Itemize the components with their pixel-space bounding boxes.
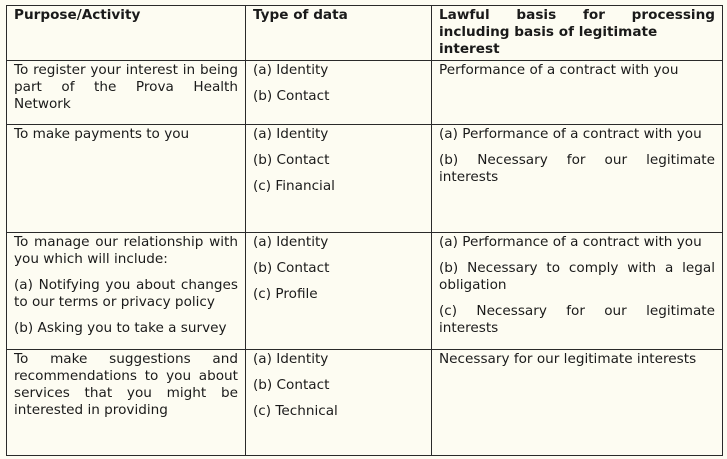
header-type-of-data: Type of data [246,6,432,61]
table-row [7,125,723,233]
purpose-text: To register your interest in being part of the Prova Health Network [14,62,238,112]
type-item: (a) Identity [253,126,329,142]
table-header-row [7,6,723,61]
type-cell [246,125,432,233]
basis-text: (b) Necessary for our legitimate interests [439,152,715,185]
basis-text: (a) Performance of a contract with you [439,234,702,250]
type-cell [246,350,432,456]
basis-cell [432,61,723,125]
type-item: (b) Contact [253,152,330,168]
table-row [7,61,723,125]
basis-cell [432,233,723,350]
basis-text: Necessary for our legitimate interests [439,351,697,367]
type-item: (b) Contact [253,88,330,104]
type-item: (a) Identity [253,62,329,78]
header-lawful-basis-line2: including basis of legitimate interest [439,24,658,57]
purpose-cell [7,350,246,456]
purpose-text: (b) Asking you to take a survey [14,320,227,336]
header-lawful-basis [432,6,723,61]
basis-cell [432,125,723,233]
type-item: (c) Profile [253,286,318,302]
type-item: (a) Identity [253,234,329,250]
basis-text: Performance of a contract with you [439,62,679,78]
header-lawful-basis-line1: Lawful basis for processing [439,7,715,23]
basis-text: (c) Necessary for our legitimate interests [439,303,715,336]
basis-text: (b) Necessary to comply with a legal obligation [439,260,715,293]
purpose-text: To make payments to you [14,126,190,142]
basis-cell [432,350,723,456]
type-item: (c) Financial [253,178,335,194]
purpose-text: To manage our relationship with you which will include: [14,234,238,267]
basis-text: (a) Performance of a contract with you [439,126,702,142]
data-processing-table [6,5,723,456]
type-item: (b) Contact [253,377,330,393]
purpose-text: To make suggestions and recommendations to you about services that you might be interested in providing [14,351,238,418]
purpose-cell [7,233,246,350]
type-item: (a) Identity [253,351,329,367]
type-item: (b) Contact [253,260,330,276]
type-item: (c) Technical [253,403,338,419]
type-cell [246,61,432,125]
purpose-cell [7,61,246,125]
purpose-cell [7,125,246,233]
table-row [7,350,723,456]
table-row [7,233,723,350]
type-cell [246,233,432,350]
header-purpose: Purpose/Activity [7,6,246,61]
purpose-text: (a) Notifying you about changes to our terms or privacy policy [14,277,238,310]
